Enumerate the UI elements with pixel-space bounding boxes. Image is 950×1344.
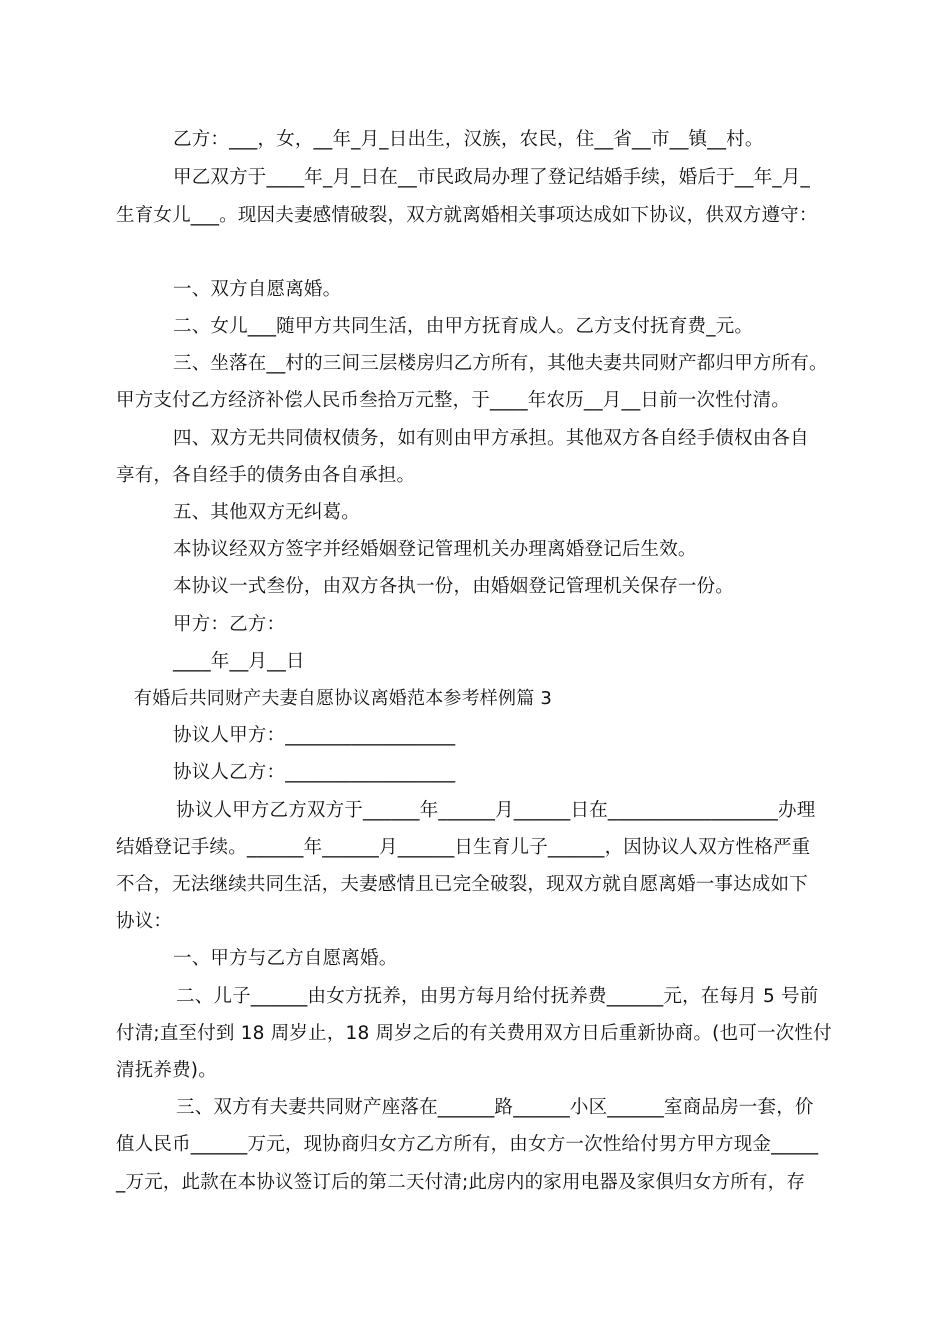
agreement-intro-cont-1: 结婚登记手续。______年______月______日生育儿子______，因协议人双方性格严重 bbox=[116, 837, 811, 858]
party-b-field: 协议人乙方：__________________ bbox=[173, 762, 456, 783]
section-heading: 有婚后共同财产夫妻自愿协议离婚范本参考样例篇 3 bbox=[134, 688, 552, 709]
clause-2: 二、女儿___随甲方共同生活，由甲方抚育成人。乙方支付抚育费_元。 bbox=[173, 316, 754, 337]
clause-b3-cont-1: 值人民币______万元，现协商归女方乙方所有，由女方一次性给付男方甲方现金_____ bbox=[116, 1134, 819, 1155]
clause-3-cont: 甲方支付乙方经济补偿人民币叁拾万元整，于____年农历__月__日前一次性付清。 bbox=[116, 390, 791, 411]
marriage-registration-text-cont: 生育女儿___。现因夫妻感情破裂，双方就离婚相关事项达成如下协议，供双方遵守： bbox=[116, 205, 818, 226]
agreement-intro: 协议人甲方乙方双方于______年______月______日在__________________办理 bbox=[176, 800, 816, 821]
clause-4-cont: 享有，各自经手的债务由各自承担。 bbox=[116, 465, 416, 486]
party-a-field: 协议人甲方：__________________ bbox=[173, 725, 456, 746]
clause-b2: 二、儿子______由女方抚养，由男方每月给付抚养费______元，在每月 5 号前 bbox=[176, 986, 819, 1007]
copies-clause: 本协议一式叁份，由双方各执一份，由婚姻登记管理机关保存一份。 bbox=[173, 576, 735, 597]
date-line: ____年__月__日 bbox=[173, 651, 305, 672]
agreement-intro-cont-3: 协议： bbox=[116, 911, 173, 932]
clause-b2-cont-1: 付清;直至付到 18 周岁止，18 周岁之后的有关费用双方日后重新协商。(也可一次性付 bbox=[116, 1023, 832, 1044]
party-b-info: 乙方：___，女，__年_月_日出生，汉族，农民，住__省__市__镇__村。 bbox=[173, 129, 764, 150]
clause-b3-cont-2: _万元，此款在本协议签订后的第二天付清;此房内的家用电器及家俱归女方所有，存 bbox=[116, 1172, 806, 1193]
signature-line: 甲方：乙方： bbox=[173, 614, 286, 635]
clause-b1: 一、甲方与乙方自愿离婚。 bbox=[173, 948, 398, 969]
marriage-registration-text: 甲乙双方于____年_月_日在__市民政局办理了登记结婚手续，婚后于__年_月_ bbox=[173, 167, 811, 188]
effect-clause: 本协议经双方签字并经婚姻登记管理机关办理离婚登记后生效。 bbox=[173, 539, 697, 560]
clause-1: 一、双方自愿离婚。 bbox=[173, 279, 342, 300]
clause-b2-cont-2: 清抚养费)。 bbox=[116, 1060, 217, 1081]
clause-3: 三、坐落在__村的三间三层楼房归乙方所有，其他夫妻共同财产都归甲方所有。 bbox=[173, 353, 828, 374]
clause-5: 五、其他双方无纠葛。 bbox=[173, 502, 361, 523]
clause-4: 四、双方无共同债权债务，如有则由甲方承担。其他双方各自经手债权由各自 bbox=[173, 428, 809, 449]
clause-b3: 三、双方有夫妻共同财产座落在______路______小区______室商品房一套，价 bbox=[176, 1097, 814, 1118]
agreement-intro-cont-2: 不合，无法继续共同生活，夫妻感情且已完全破裂，现双方就自愿离婚一事达成如下 bbox=[116, 874, 808, 895]
